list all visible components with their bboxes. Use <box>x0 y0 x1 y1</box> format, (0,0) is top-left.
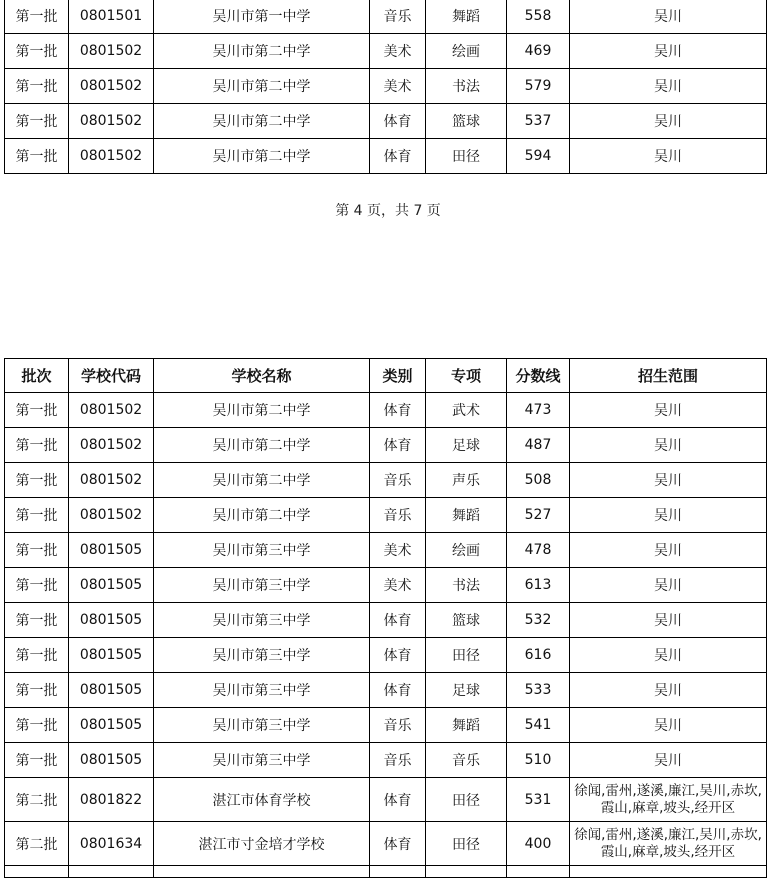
school-code-cell: 0801502 <box>69 463 154 498</box>
school-code-cell: 0801505 <box>69 568 154 603</box>
table-body <box>5 0 767 174</box>
category-cell: 音乐 <box>370 463 426 498</box>
table-row <box>5 743 767 778</box>
table-header <box>5 359 767 393</box>
score-cell: 541 <box>507 708 570 743</box>
batch-cell: 第一批 <box>5 743 69 778</box>
category-cell: 体育 <box>370 638 426 673</box>
range-cell: 吴川 <box>570 743 767 778</box>
school-name-cell: 吴川市第三中学 <box>154 638 370 673</box>
score-cell: 487 <box>507 428 570 463</box>
category-cell: 体育 <box>370 104 426 139</box>
range-cell: 吴川 <box>570 139 767 174</box>
score-cell: 532 <box>507 603 570 638</box>
school-name-cell: 吴川市第三中学 <box>154 568 370 603</box>
school-name-cell: 吴川市第三中学 <box>154 743 370 778</box>
school-code-cell: 0801822 <box>69 778 154 822</box>
column-header-score: 分数线 <box>507 359 570 393</box>
range-cell: 徐闻,雷州,遂溪,廉江,吴川,赤坎,霞山,麻章,坡头,经开区 <box>570 822 767 866</box>
batch-cell: 第一批 <box>5 603 69 638</box>
school-code-cell: 0801502 <box>69 498 154 533</box>
school-code-cell: 0801502 <box>69 104 154 139</box>
school-name-cell: 湛江市寸金培才学校 <box>154 822 370 866</box>
category-cell: 音乐 <box>370 708 426 743</box>
table-row-cut-off <box>5 866 767 878</box>
category-cell: 体育 <box>370 139 426 174</box>
school-code-cell: 0801505 <box>69 708 154 743</box>
range-cell: 徐闻,雷州,遂溪,廉江,吴川,赤坎,霞山,麻章,坡头,经开区 <box>570 778 767 822</box>
header-row <box>5 359 767 393</box>
school-name-cell: 吴川市第三中学 <box>154 708 370 743</box>
table-row <box>5 104 767 139</box>
range-cell: 吴川 <box>570 34 767 69</box>
category-cell: 音乐 <box>370 0 426 34</box>
specialty-cell: 舞蹈 <box>426 498 507 533</box>
specialty-cell: 舞蹈 <box>426 708 507 743</box>
specialty-cell: 田径 <box>426 822 507 866</box>
table-row <box>5 638 767 673</box>
column-header-category: 类别 <box>370 359 426 393</box>
specialty-cell: 武术 <box>426 393 507 428</box>
range-cell: 吴川 <box>570 428 767 463</box>
table-row <box>5 428 767 463</box>
score-cell: 613 <box>507 568 570 603</box>
category-cell: 音乐 <box>370 498 426 533</box>
score-table-page4 <box>4 0 767 174</box>
column-header-specialty: 专项 <box>426 359 507 393</box>
range-cell: 吴川 <box>570 69 767 104</box>
score-cell: 537 <box>507 104 570 139</box>
batch-cell: 第一批 <box>5 104 69 139</box>
school-name-cell: 吴川市第一中学 <box>154 0 370 34</box>
school-name-cell: 吴川市第二中学 <box>154 463 370 498</box>
batch-cell: 第二批 <box>5 822 69 866</box>
category-cell: 体育 <box>370 778 426 822</box>
score-cell: 510 <box>507 743 570 778</box>
batch-cell: 第一批 <box>5 393 69 428</box>
batch-cell: 第一批 <box>5 428 69 463</box>
range-cell: 吴川 <box>570 463 767 498</box>
table-row <box>5 568 767 603</box>
table-row <box>5 603 767 638</box>
table-row <box>5 393 767 428</box>
specialty-cell: 绘画 <box>426 533 507 568</box>
school-name-cell: 吴川市第二中学 <box>154 498 370 533</box>
school-name-cell: 吴川市第二中学 <box>154 393 370 428</box>
range-cell: 吴川 <box>570 638 767 673</box>
column-header-batch: 批次 <box>5 359 69 393</box>
range-cell: 吴川 <box>570 393 767 428</box>
school-code-cell: 0801502 <box>69 428 154 463</box>
batch-cell: 第一批 <box>5 139 69 174</box>
range-cell: 吴川 <box>570 533 767 568</box>
score-cell: 400 <box>507 822 570 866</box>
score-cell: 508 <box>507 463 570 498</box>
batch-cell: 第一批 <box>5 673 69 708</box>
school-code-cell: 0801634 <box>69 822 154 866</box>
page-number-footer: 第 4 页，共 7 页 <box>335 203 441 219</box>
table-row <box>5 822 767 866</box>
school-name-cell: 吴川市第二中学 <box>154 139 370 174</box>
school-code-cell: 0801502 <box>69 393 154 428</box>
score-table-page5 <box>4 358 767 878</box>
column-header-school-code: 学校代码 <box>69 359 154 393</box>
specialty-cell: 足球 <box>426 673 507 708</box>
score-cell: 473 <box>507 393 570 428</box>
score-cell: 594 <box>507 139 570 174</box>
column-header-school-name: 学校名称 <box>154 359 370 393</box>
batch-cell: 第一批 <box>5 568 69 603</box>
category-cell: 美术 <box>370 533 426 568</box>
school-code-cell: 0801502 <box>69 139 154 174</box>
batch-cell: 第一批 <box>5 708 69 743</box>
specialty-cell: 书法 <box>426 69 507 104</box>
score-cell: 478 <box>507 533 570 568</box>
school-name-cell: 吴川市第二中学 <box>154 428 370 463</box>
batch-cell: 第一批 <box>5 0 69 34</box>
score-cell: 531 <box>507 778 570 822</box>
range-cell: 吴川 <box>570 498 767 533</box>
category-cell: 体育 <box>370 428 426 463</box>
school-name-cell: 吴川市第二中学 <box>154 34 370 69</box>
score-cell: 558 <box>507 0 570 34</box>
table-row <box>5 34 767 69</box>
school-code-cell: 0801505 <box>69 638 154 673</box>
range-cell: 吴川 <box>570 708 767 743</box>
range-cell: 吴川 <box>570 568 767 603</box>
school-name-cell: 吴川市第三中学 <box>154 603 370 638</box>
batch-cell: 第一批 <box>5 69 69 104</box>
range-cell: 吴川 <box>570 673 767 708</box>
category-cell: 体育 <box>370 822 426 866</box>
category-cell: 美术 <box>370 69 426 104</box>
batch-cell: 第二批 <box>5 778 69 822</box>
school-code-cell: 0801502 <box>69 69 154 104</box>
specialty-cell: 声乐 <box>426 463 507 498</box>
school-name-cell: 吴川市第二中学 <box>154 104 370 139</box>
range-cell: 吴川 <box>570 104 767 139</box>
school-code-cell: 0801505 <box>69 673 154 708</box>
specialty-cell: 田径 <box>426 778 507 822</box>
school-name-cell: 吴川市第二中学 <box>154 69 370 104</box>
category-cell: 体育 <box>370 393 426 428</box>
table-row <box>5 463 767 498</box>
table-row <box>5 0 767 34</box>
score-cell: 579 <box>507 69 570 104</box>
school-code-cell: 0801505 <box>69 533 154 568</box>
specialty-cell: 音乐 <box>426 743 507 778</box>
category-cell: 音乐 <box>370 743 426 778</box>
score-cell: 533 <box>507 673 570 708</box>
batch-cell: 第一批 <box>5 533 69 568</box>
category-cell: 体育 <box>370 603 426 638</box>
school-name-cell: 吴川市第三中学 <box>154 673 370 708</box>
specialty-cell: 绘画 <box>426 34 507 69</box>
school-code-cell: 0801502 <box>69 34 154 69</box>
table-row <box>5 673 767 708</box>
specialty-cell: 田径 <box>426 139 507 174</box>
table-body <box>5 393 767 878</box>
table-row <box>5 778 767 822</box>
table-row <box>5 708 767 743</box>
specialty-cell: 足球 <box>426 428 507 463</box>
table-row <box>5 69 767 104</box>
batch-cell: 第一批 <box>5 498 69 533</box>
score-cell: 527 <box>507 498 570 533</box>
specialty-cell: 田径 <box>426 638 507 673</box>
table-row <box>5 139 767 174</box>
category-cell: 体育 <box>370 673 426 708</box>
specialty-cell: 舞蹈 <box>426 0 507 34</box>
score-cell: 469 <box>507 34 570 69</box>
specialty-cell: 书法 <box>426 568 507 603</box>
batch-cell: 第一批 <box>5 463 69 498</box>
table-row <box>5 498 767 533</box>
school-code-cell: 0801505 <box>69 603 154 638</box>
batch-cell: 第一批 <box>5 638 69 673</box>
specialty-cell: 篮球 <box>426 603 507 638</box>
category-cell: 美术 <box>370 34 426 69</box>
school-code-cell: 0801505 <box>69 743 154 778</box>
range-cell: 吴川 <box>570 0 767 34</box>
category-cell: 美术 <box>370 568 426 603</box>
score-cell: 616 <box>507 638 570 673</box>
table-row <box>5 533 767 568</box>
specialty-cell: 篮球 <box>426 104 507 139</box>
batch-cell: 第一批 <box>5 34 69 69</box>
school-name-cell: 吴川市第三中学 <box>154 533 370 568</box>
range-cell: 吴川 <box>570 603 767 638</box>
column-header-range: 招生范围 <box>570 359 767 393</box>
school-code-cell: 0801501 <box>69 0 154 34</box>
school-name-cell: 湛江市体育学校 <box>154 778 370 822</box>
